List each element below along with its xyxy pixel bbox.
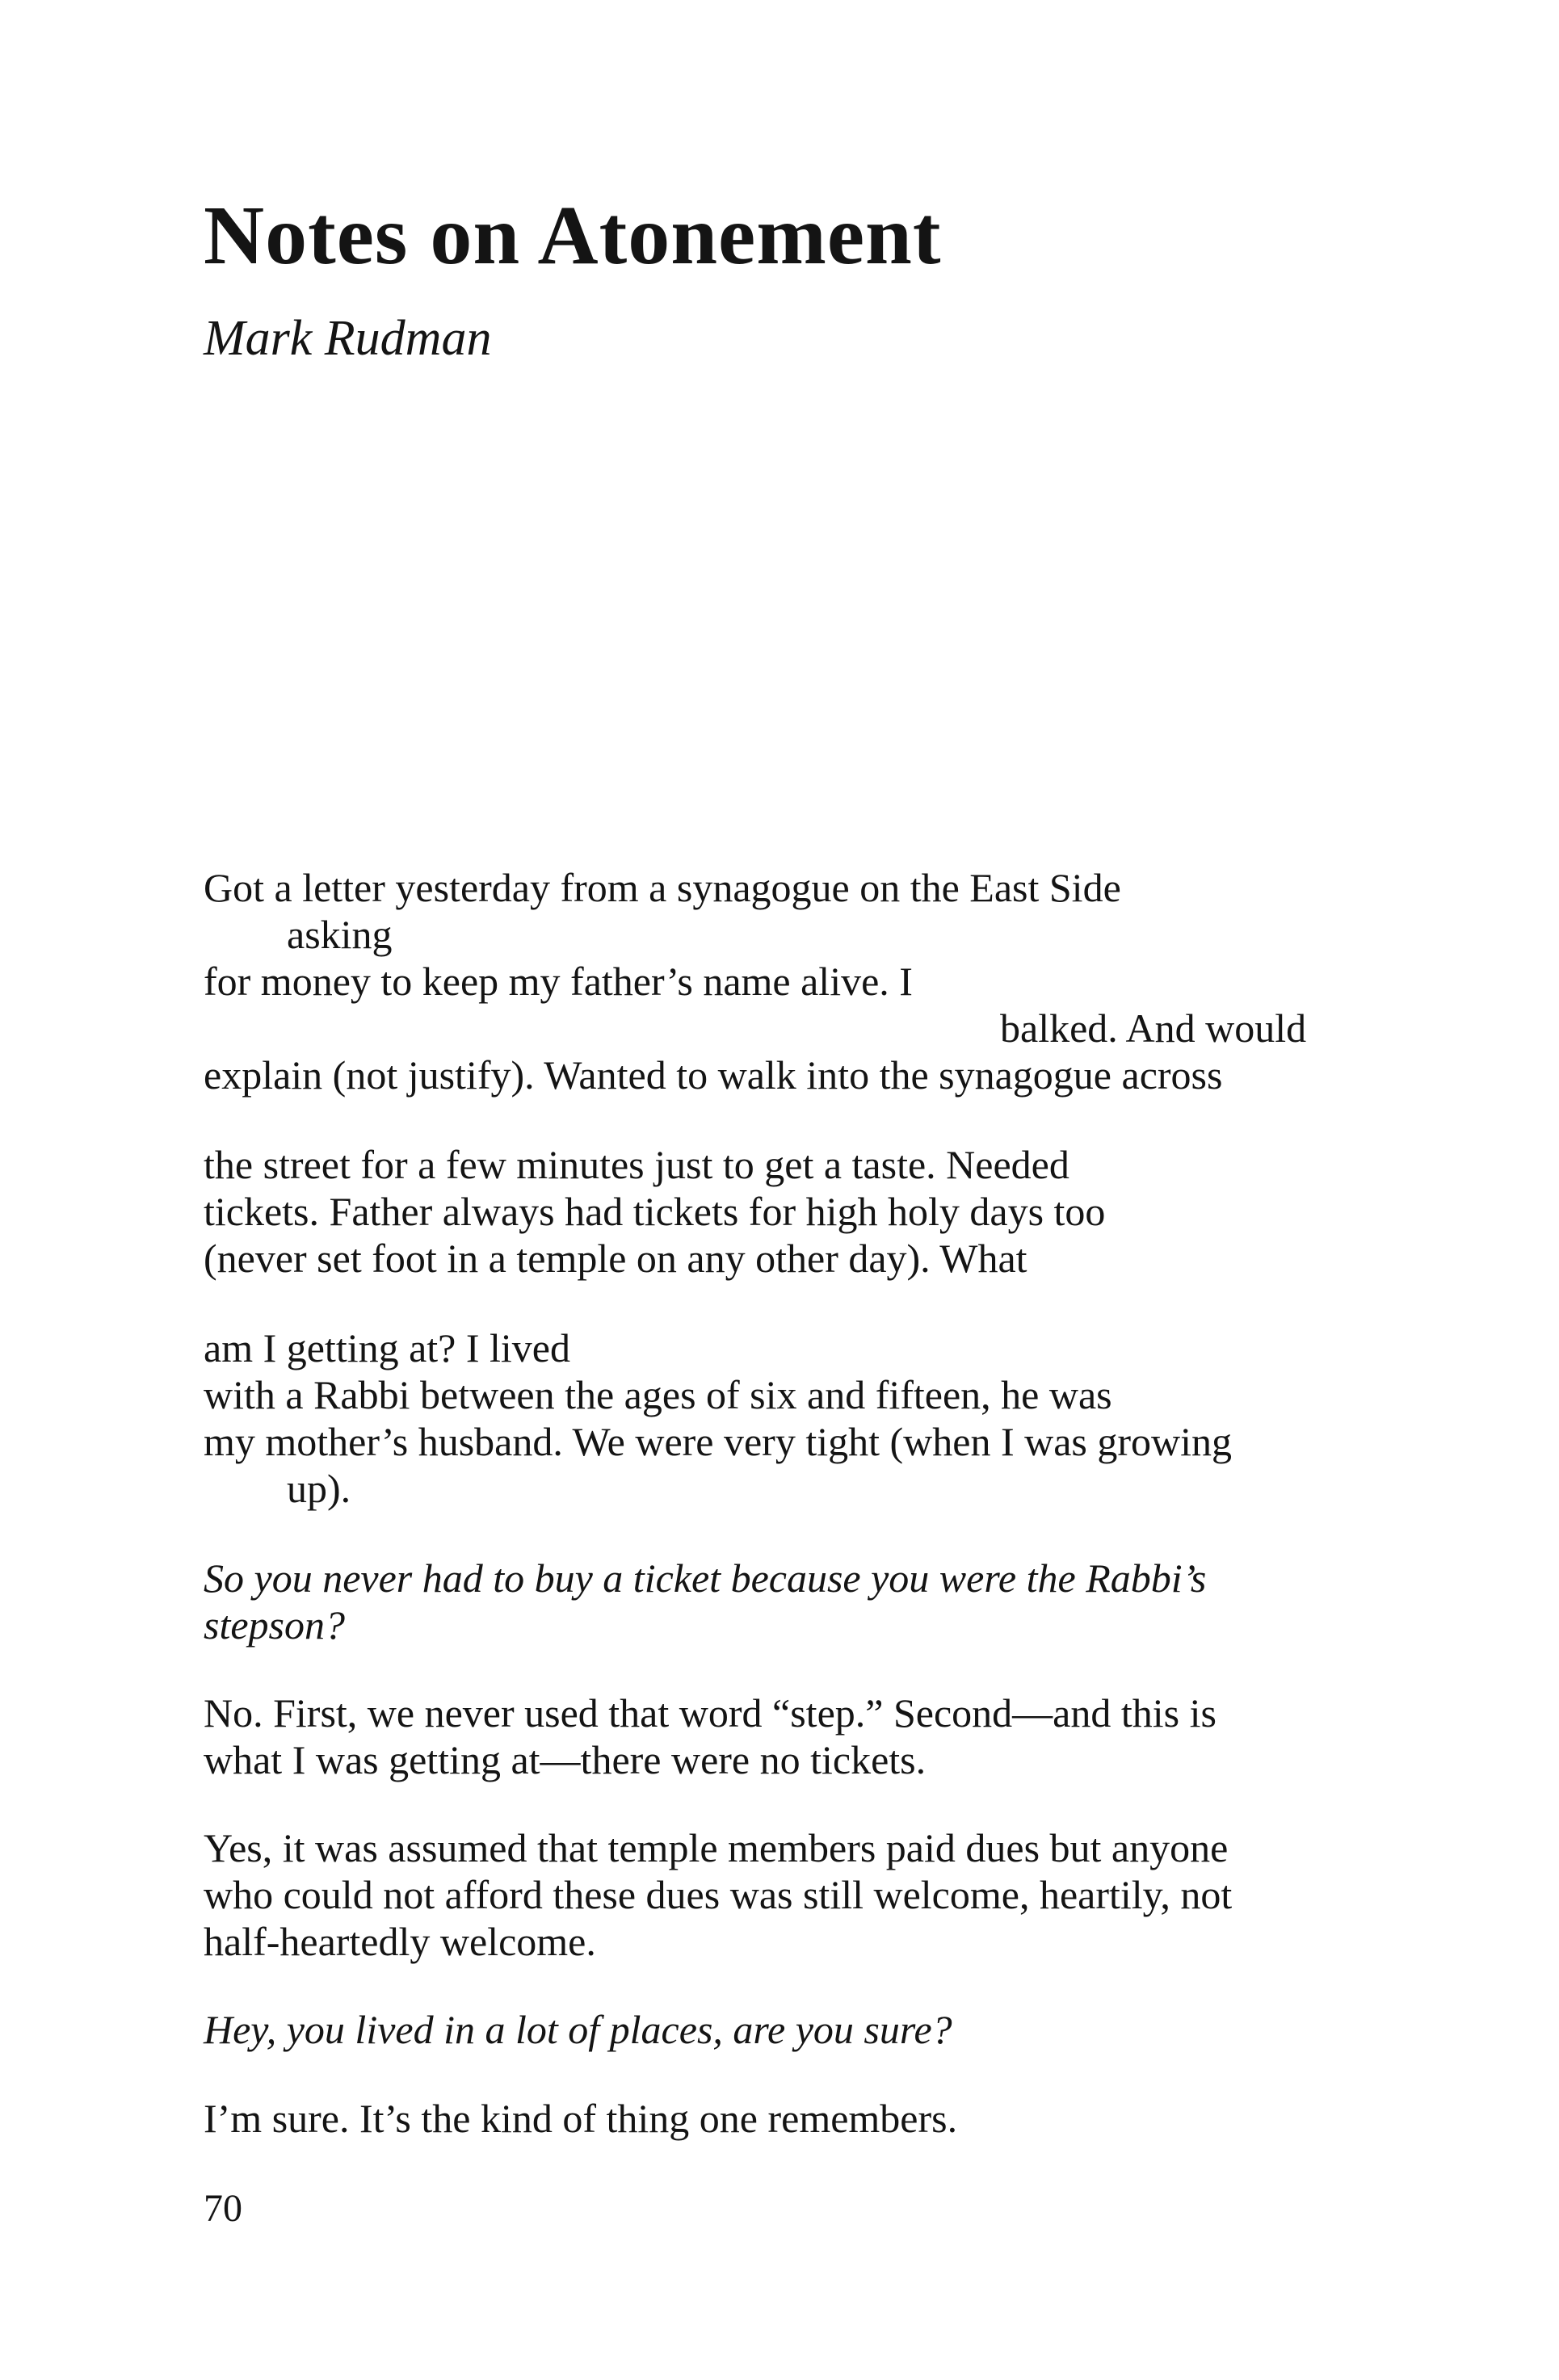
poem-line: half-heartedly welcome. <box>204 1919 596 1964</box>
italic-question-line: So you never had to buy a ticket because you were the Rabbi’s <box>204 1555 1207 1601</box>
poem-line: the street for a few minutes just to get a taste. Needed <box>204 1142 1069 1187</box>
page-number: 70 <box>204 2187 242 2230</box>
poem-line: for money to keep my father’s name alive. I <box>204 959 913 1004</box>
poem-line: balked. And would <box>1000 1005 1307 1051</box>
poem-title: Notes on Atonement <box>204 189 942 282</box>
poem-line: am I getting at? I lived <box>204 1325 571 1370</box>
poem-line: No. First, we never used that word “step.” Second—and this is <box>204 1690 1217 1736</box>
poem-line: I’m sure. It’s the kind of thing one remembers. <box>204 2096 958 2141</box>
poem-line: (never set foot in a temple on any other day). What <box>204 1236 1027 1281</box>
italic-question-line: stepson? <box>204 1602 345 1648</box>
poem-line: tickets. Father always had tickets for high holy days too <box>204 1189 1106 1234</box>
italic-question-line: Hey, you lived in a lot of places, are you sure? <box>204 2007 952 2052</box>
poem-line: Got a letter yesterday from a synagogue on the East Side <box>204 865 1121 910</box>
poem-line: my mother’s husband. We were very tight (when I was growing <box>204 1419 1233 1464</box>
poem-line: up). <box>287 1466 351 1511</box>
poem-line: asking <box>287 912 393 957</box>
poem-line: Yes, it was assumed that temple members paid dues but anyone <box>204 1825 1229 1870</box>
poem-line: what I was getting at—there were no tickets. <box>204 1737 927 1782</box>
author-name: Mark Rudman <box>204 311 492 366</box>
poem-line: explain (not justify). Wanted to walk into the synagogue across <box>204 1052 1223 1098</box>
poem-line: with a Rabbi between the ages of six and fifteen, he was <box>204 1372 1112 1417</box>
poem-line: who could not afford these dues was still welcome, heartily, not <box>204 1872 1233 1917</box>
